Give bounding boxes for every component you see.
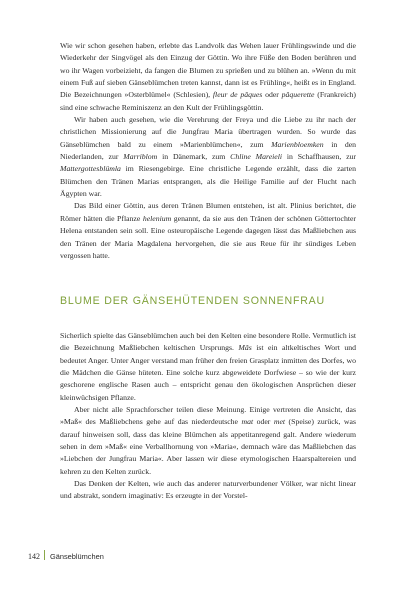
section-heading: BLUME DER GÄNSEHÜTENDEN SONNENFRAU	[60, 295, 326, 307]
running-title: Gänseblümchen	[50, 552, 104, 561]
paragraph: Das Bild einer Göttin, aus deren Tränen Blumen entstehen, ist alt. Plinius berichtet, die Römer hätten die Pflanze helenium genannt, da sie aus den Tränen der schönen Göttertochter Helena entstanden sein soll. Eine osteuropäische Legende dagegen lässt das Maßliebchen aus den Tränen der Maria Magdalena hervorgehen, die sie aus Reue für ihr sündiges Leben vergossen hatte.	[60, 201, 356, 260]
paragraph: Sicherlich spielte das Gänseblümchen auch bei den Kelten eine besondere Rolle. Vermutlich ist die Bezeichnung Maßliebchen keltischen Ursprungs. Mâs ist ein altkeltisches Wort und bedeutet Anger. Unter Anger verstand man früher den freien Grasplatz inmitten des Dorfes, wo die Mädchen die Gänse hüteten. Eine solche kurz abgeweidete Dorfwiese – so wie der kurz geschorene englische Rasen auch – entspricht genau den ökologischen Ansprüchen dieser kleinwüchsigen Pflanze.	[60, 331, 356, 402]
bottom-text-block	[60, 330, 356, 503]
top-text-block	[60, 40, 356, 262]
paragraph: Wie wir schon gesehen haben, erlebte das Landvolk das Wehen lauer Frühlingswinde und die Wiederkehr der Singvögel als den Einzug der Göttin. Wo ihre Füße den Boden berühren und wo ihr Wagen vorbeizieht, da fangen die Blumen zu sprießen und zu blühen an. »Wenn du mit einem Fuß auf sieben Gänseblümchen treten kannst, dann ist es Frühling«, heißt es in England. Die Bezeichnungen »Osterblümel« (Schlesien), fleur de pâques oder pâquerette (Frankreich) sind eine schwache Reminiszenz an den Kult der Frühlingsgöttin.	[60, 41, 356, 112]
paragraph: Aber nicht alle Sprachforscher teilen diese Meinung. Einige vertreten die Ansicht, das »Maß« des Maßliebchens gehe auf das niederdeutsche mat oder met (Speise) zurück, was darauf hinweisen soll, dass das kleine Blümchen als appetitanregend galt. Andere wiederum sehen in dem »Maß« eine Verballhornung von »Maria«, demnach wäre das Maßliebchen das »Liebchen der Jungfrau Maria«. Aber lassen wir diese etymologischen Haarspaltereien und kehren zu den Kelten zurück.	[60, 405, 356, 476]
page-footer	[28, 550, 104, 561]
paragraph: Das Denken der Kelten, wie auch das anderer naturverbundener Völker, war nicht linear und abstrakt, sondern imaginativ: Es erzeugte in der Vorstel-	[60, 479, 356, 501]
page-number: 142	[28, 552, 40, 561]
footer-divider	[44, 550, 45, 560]
paragraph: Wir haben auch gesehen, wie die Verehrung der Freya und die Liebe zu ihr nach der christlichen Missionierung auf die Jungfrau Maria übertragen wurden. So wurde das Gänseblümchen bald zu einem »Marienblümchen«, zum Marienbloemken in den Niederlanden, zur Marriblom in Dänemark, zum Chline Mareieli in Schaffhausen, zur Mattergottesblümla im Riesengebirge. Eine christliche Legende erzählt, dass die zarten Blümchen den Tränen Marias entsprangen, als die Heilige Familie auf der Flucht nach Ägypten war.	[60, 115, 357, 199]
